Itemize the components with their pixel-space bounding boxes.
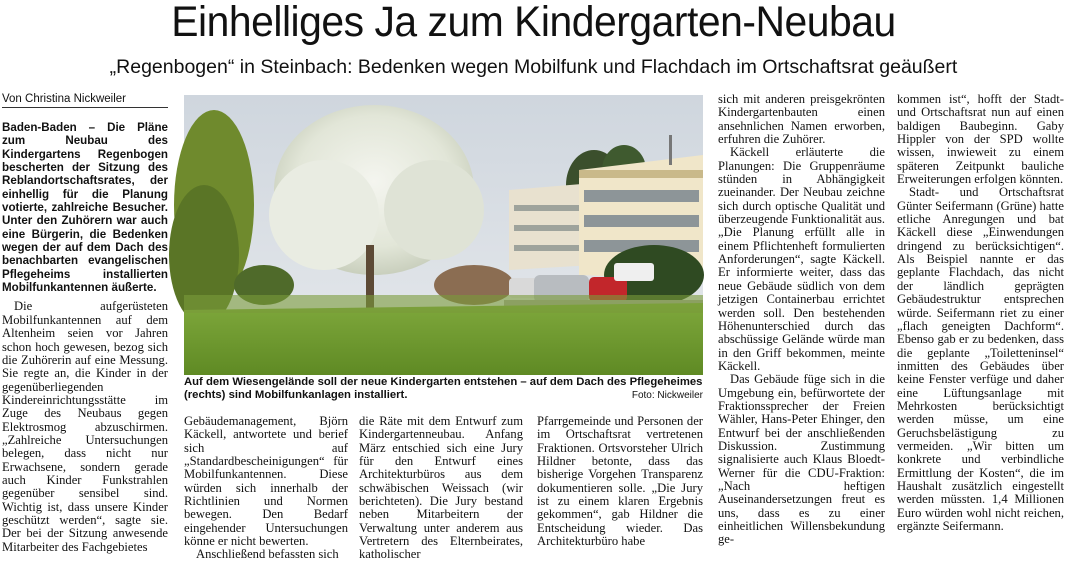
- lead-paragraph: Baden-Baden – Die Pläne zum Neubau des Kindergartens Regenbogen bescherten der Sitzung des Reblandortschaftsrates, der einhellig für die Planung votierte, zahlreiche Besucher. Unter den Zuhörern war auch eine Bürgerin, die Bedenken wegen der auf dem Dach des benachbarten evangelischen Pflegeheims installierten Mobilfunkantennen äußerte.: [2, 121, 168, 295]
- column-6: [897, 93, 1064, 552]
- column-3: [359, 414, 523, 562]
- column-2: [184, 414, 348, 562]
- column-2-body-2: Anschließend befassten sich: [196, 547, 339, 562]
- column-3-body: die Räte mit dem Entwurf zum Kindergartenneubau. Anfang März entschied sich eine Jury für den Entwurf eines Architekturbüros aus dem schwäbischen Weissach (wir berichteten). Die Jury bestand neben Mitarbeitern der Verwaltung unter anderem aus Vertretern des Elternbeirates, katholischer: [359, 414, 523, 562]
- column-5-paragraph-1: sich mit anderen preisgekrönten Kindergartenbauten einen ansehnlichen Namen erworben, erfuhren die Zuhörer.: [718, 92, 885, 147]
- byline: Von Christina Nickweiler: [2, 93, 168, 108]
- column-6-paragraph-1: kommen ist“, hofft der Stadt- und Ortschaftsrat nun auf einen baldigen Baubeginn. Gaby Hippler von der SPD wollte wissen, inwieweit zu einem späteren Zeitpunkt bauliche Erweiterungen erfolgen könnten.: [897, 92, 1064, 187]
- column-2-body: Gebäudemanagement, Björn Käckell, antwortete und berief sich auf „Standardbescheinigungen“ für Mobilfunkantennen. Diese würden sich innerhalb der Richtlinien und Normen bewegen. Den Bedarf eingehender Untersuchungen könne er nicht bewerten.: [184, 414, 348, 549]
- caption-text: Auf dem Wiesengelände soll der neue Kindergarten entstehen – auf dem Dach des Pflegeheimes (rechts) sind Mobilfunkanlagen installiert.: [184, 376, 703, 401]
- subheadline: „Regenbogen“ in Steinbach: Bedenken wegen Mobilfunk und Flachdach im Ortschaftsrat geäußert: [109, 56, 958, 78]
- photo-credit: Foto: Nickweiler: [631, 390, 703, 401]
- article-photo: [184, 95, 703, 375]
- column-1: [2, 121, 168, 552]
- column-4-body: Pfarrgemeinde und Personen der im Ortschaftsrat vertretenen Fraktionen. Ortsvorsteher Ulrich Hildner betonte, dass das bisherige Vorgehen Transparenz dokumentieren solle. „Die Jury ist zu einem klaren Ergebnis gekommen“, gab Hildner die Entscheidung wieder. Das Architekturbüro habe: [537, 414, 703, 549]
- column-5-paragraph-3: Das Gebäude füge sich in die Umgebung ein, befürwortete der Fraktionssprecher der Freien Wähler, Hans-Peter Ehinger, den Entwurf bei der anschließenden Diskussion. Zustimmung signalisierte auch Klaus Bloedt-Werner für die CDU-Fraktion: „Nach heftigen Auseinandersetzungen freut es uns, dass es zu einer einheitlichen Willensbekundung ge-: [718, 372, 885, 547]
- column-4: [537, 415, 703, 552]
- column-5: [718, 93, 885, 552]
- column-1-body: Die aufgerüsteten Mobilfunkantennen auf dem Altenheim seien vor Jahren schon hoch gewesen, bezog sich die Zuhörerin auf eine Messung. Sie regte an, die Kinder in der gegenüberliegenden Kindereinrichtungsstätte im Zuge des Neubaus gegen Elektrosmog abzuschirmen. „Zahlreiche Untersuchungen belegen, dass nicht nur Erwachsene, sondern gerade auch Kinder Funkstrahlen gegenüber sensibel sind. Wichtig ist, dass unsere Kinder geschützt werden“, sagte sie. Der bei der Sitzung anwesende Mitarbeiter des Fachgebietes: [2, 299, 168, 554]
- column-6-paragraph-2: Stadt- und Ortschaftsrat Günter Seifermann (Grüne) hatte etliche Anregungen und bat Käckell diese „Einwendungen dringend zu berücksichtigen“. Als Beispiel nannte er das geplante Flachdach, das nicht der ländlich geprägten Gebäudestruktur entsprechen würde. Seifermann riet zu einer „flach geneigten Dachform“. Ebenso gab er zu bedenken, dass die geplante „Toiletteninsel“ inmitten des Gebäudes über keine Fenster verfüge und daher eine Lüftungsanlage mit Mehrkosten berücksichtigt werden müsse, um eine Geruchsbelästigung zu vermeiden. „Wir bitten um konkrete und verbindliche Ermittlung der Kosten“, die im Haushalt zusätzlich eingestellt werden müssten. 1,4 Millionen Euro würden wohl nicht reichen, ergänzte Seifermann.: [897, 185, 1064, 533]
- headline: Einhelliges Ja zum Kindergarten-Neubau: [171, 0, 896, 46]
- photo-caption: [184, 376, 703, 402]
- column-5-paragraph-2: Käckell erläuterte die Planungen: Die Gruppenräume stünden in Abhängigkeit zueinander. Der Neubau zeichne sich durch optische Qualität und überzeugende Funktionalität aus. „Die Planung erfüllt alle in einem Pflichtenheft formulierten Anforderungen“, sagte Käckell. Er informierte weiter, dass das neue Gebäude südlich von dem jetzigen Containerbau errichtet werden soll. Den bestehenden Höhenunterschied durch das abschüssige Gelände würde man in den Griff bekommen, meinte Käckell.: [718, 145, 885, 373]
